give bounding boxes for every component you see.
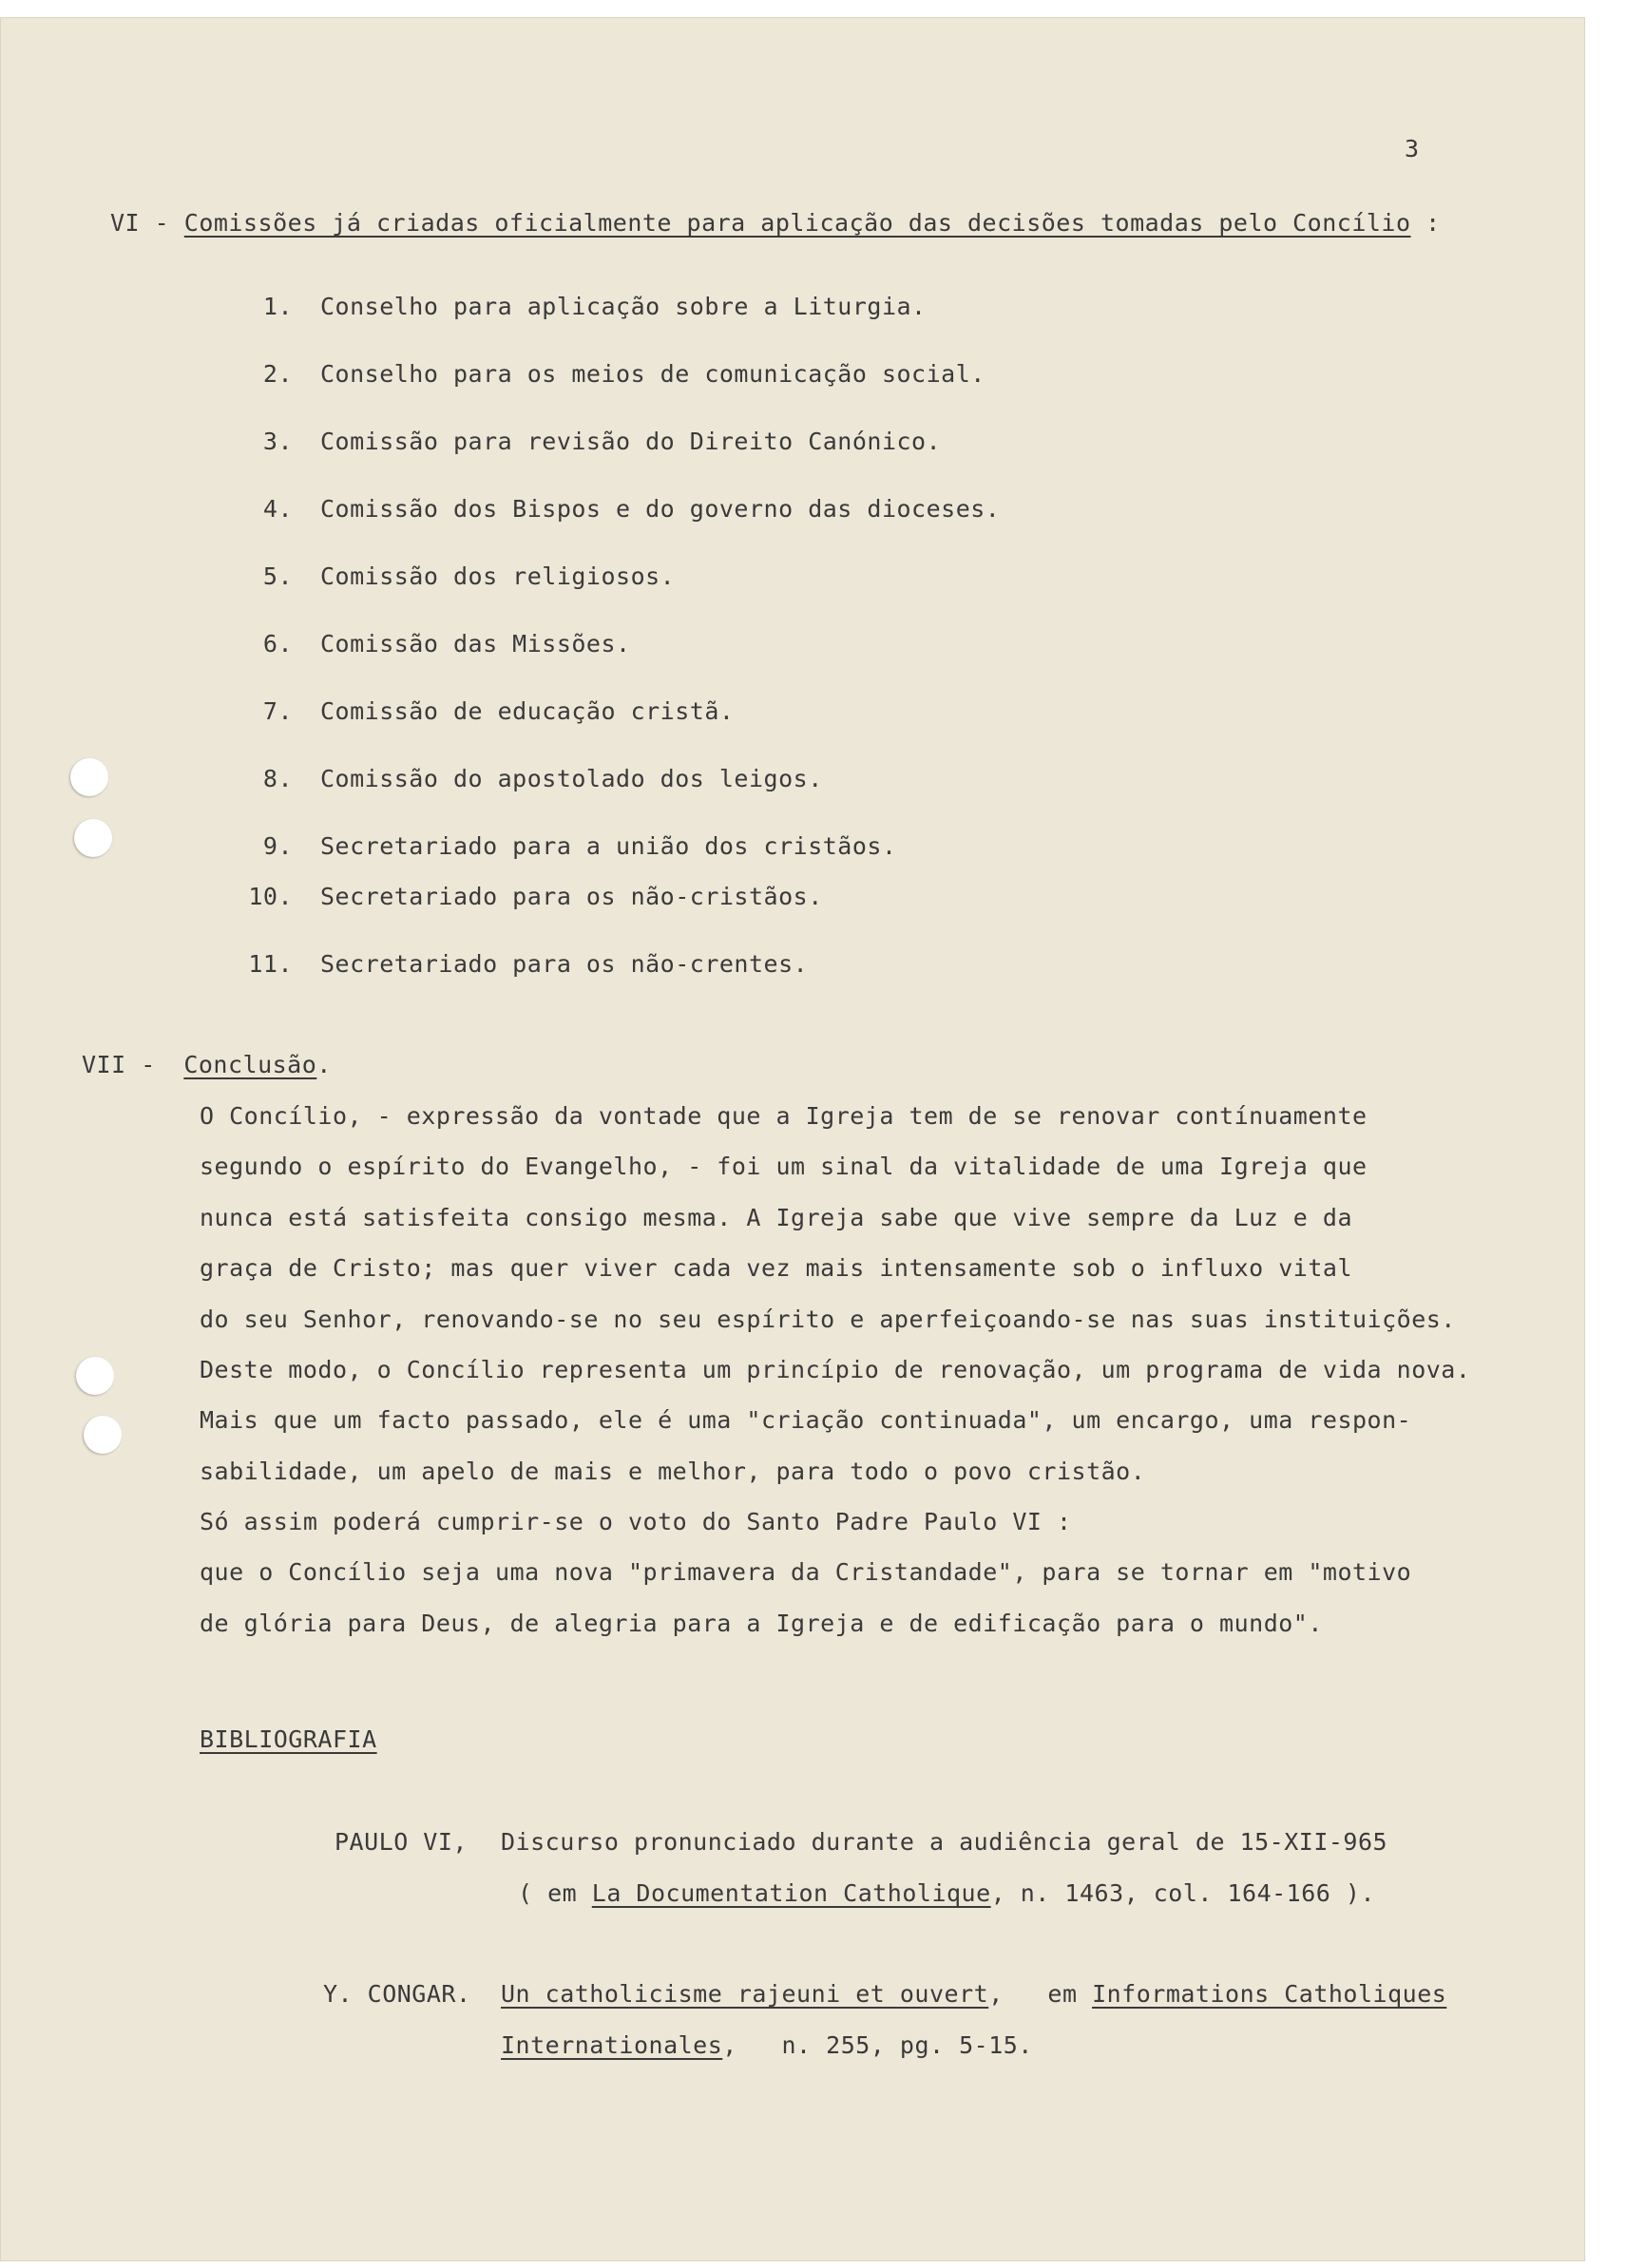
paragraph-line: que o Concílio seja uma nova "primavera da Cristandade", para se tornar em "motivo [200,1558,1412,1586]
list-item-number: 4. [262,495,293,523]
publication-title: La Documentation Catholique [591,1879,991,1907]
entry-line [518,1879,1375,1907]
publication-title: Un catholicisme rajeuni et ouvert [501,1980,989,2008]
list-item: Comissão dos Bispos e do governo das dioceses. [320,495,1001,523]
entry-author: Y. CONGAR. [323,1980,471,2008]
paragraph-line: Mais que um facto passado, ele é uma "criação continuada", um encargo, uma respon- [200,1406,1412,1434]
list-item: Comissão de educação cristã. [320,697,735,725]
paragraph-line: graça de Cristo; mas quer viver cada vez mais intensamente sob o influxo vital [200,1254,1352,1282]
list-item-number: 5. [262,562,293,590]
binder-hole [76,1357,114,1395]
entry-text: , n. 255, pg. 5-15. [722,2031,1033,2059]
journal-title: Informations Catholiques [1092,1980,1447,2008]
paragraph-line: sabilidade, um apelo de mais e melhor, para todo o povo cristão. [200,1458,1146,1485]
entry-line: Discurso pronunciado durante a audiência geral de 15-XII-965 [501,1828,1388,1856]
list-item-number: 6. [262,630,293,658]
entry-author: PAULO VI, [335,1828,468,1856]
entry-text: , em [988,1980,1093,2008]
paragraph-line: nunca está satisfeita consigo mesma. A Igreja sabe que vive sempre da Luz e da [200,1204,1352,1231]
list-item-number: 8. [262,765,293,792]
list-item: Comissão para revisão do Direito Canónico. [320,428,942,455]
list-item: Conselho para aplicação sobre a Liturgia. [320,293,927,320]
entry-line [501,1980,1446,2008]
list-item-number: 10. [248,883,293,910]
binder-hole [84,1416,122,1454]
bibliography-heading: BIBLIOGRAFIA [200,1725,377,1753]
page-number: 3 [1405,135,1420,162]
list-item: Secretariado para os não-cristãos. [320,883,823,910]
list-item: Secretariado para os não-crentes. [320,950,809,978]
list-item: Comissão do apostolado dos leigos. [320,765,823,792]
heading-colon: : [1425,209,1441,237]
list-item-number: 3. [262,428,293,455]
entry-text: ( em [518,1879,592,1907]
section-numeral: VI - [110,209,170,237]
section-vi-heading [110,209,1441,237]
paper-sheet [0,17,1585,2261]
paragraph-line: do seu Senhor, renovando-se no seu espírito e aperfeiçoando-se nas suas instituições. [200,1306,1456,1333]
paragraph-line: O Concílio, - expressão da vontade que a Igreja tem de se renovar contínuamente [200,1102,1368,1130]
entry-line [501,2031,1033,2059]
list-item-number: 2. [262,360,293,388]
list-item-number: 7. [262,697,293,725]
paragraph-line: segundo o espírito do Evangelho, - foi um sinal da vitalidade de uma Igreja que [200,1153,1368,1180]
section-title: Comissões já criadas oficialmente para aplicação das decisões tomadas pelo Concílio [183,209,1411,237]
list-item: Conselho para os meios de comunicação social. [320,360,985,388]
section-numeral: VII - [82,1051,156,1078]
binder-hole [74,819,112,857]
list-item-number: 11. [248,950,293,978]
list-item: Comissão dos religiosos. [320,562,676,590]
list-item: Comissão das Missões. [320,630,631,658]
binder-hole [70,758,108,796]
section-vii-heading [82,1051,332,1078]
section-title: Conclusão [183,1051,317,1078]
list-item: Secretariado para a união dos cristãos. [320,832,897,860]
list-item-number: 1. [262,293,293,320]
journal-title: Internationales [501,2031,723,2059]
title-period: . [316,1051,332,1078]
paragraph-line: de glória para Deus, de alegria para a Igreja e de edificação para o mundo". [200,1610,1323,1637]
list-item-number: 9. [262,832,293,860]
entry-text: , n. 1463, col. 164-166 ). [990,1879,1375,1907]
paragraph-line: Deste modo, o Concílio representa um princípio de renovação, um programa de vida nova. [200,1356,1471,1383]
paragraph-line: Só assim poderá cumprir-se o voto do Santo Padre Paulo VI : [200,1508,1072,1535]
